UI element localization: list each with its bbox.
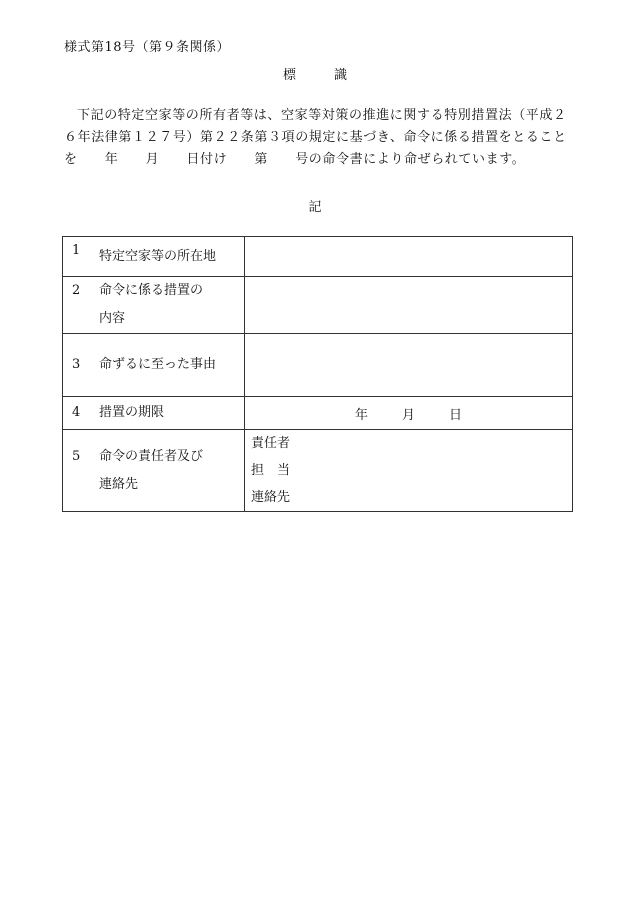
deadline-date-cell	[245, 397, 573, 430]
row-value-cell	[245, 334, 573, 397]
row-label-cell	[63, 397, 245, 430]
row-label: 措置の期限	[99, 405, 165, 420]
row-value-cell	[245, 277, 573, 334]
form-number: 様式第18号（第９条関係）	[64, 40, 231, 55]
row-label: 命ずるに至った事由	[99, 357, 217, 372]
row-label-cell	[63, 334, 245, 397]
row-label-line2: 連絡先	[99, 476, 139, 492]
table-row	[63, 334, 573, 397]
table-row	[63, 430, 573, 512]
table-row	[63, 277, 573, 334]
document-title: 標識	[282, 68, 385, 83]
row-number: 5	[72, 448, 81, 464]
row-number: 1	[72, 242, 81, 258]
row-number: 2	[72, 283, 81, 298]
row-label-cell	[63, 430, 245, 512]
contact-cell	[245, 430, 573, 512]
notice-body-text	[64, 105, 576, 171]
row-number: 3	[72, 357, 81, 372]
deadline-day: 日	[449, 407, 463, 423]
row-label-line1: 命令に係る措置の	[99, 283, 204, 298]
contact-person-label: 責任者	[251, 436, 291, 451]
contact-staff-label: 担 当	[251, 463, 291, 478]
row-label-line2: 内容	[99, 311, 126, 326]
contact-info-label: 連絡先	[251, 490, 291, 505]
deadline-year: 年	[354, 407, 368, 423]
table-row	[63, 397, 573, 430]
row-label	[99, 277, 203, 333]
items-table	[62, 236, 573, 512]
row-label	[99, 443, 203, 499]
notice-body-content: 下記の特定空家等の所有者等は、空家等対策の推進に関する特別措置法（平成２６年法律第１２７号）第２２条第３項の規定に基づき、命令に係る措置をとることを 年 月 日付け 第 号の命令書により命ぜられています。	[64, 108, 567, 167]
row-label: 特定空家等の所在地	[99, 248, 217, 264]
row-label-line1: 命令の責任者及び	[99, 448, 204, 464]
deadline-month: 月	[401, 407, 415, 423]
ki-heading: 記	[308, 200, 322, 215]
row-value-cell	[245, 237, 573, 277]
row-number: 4	[72, 405, 81, 420]
row-label-cell	[63, 237, 245, 277]
row-label-cell	[63, 277, 245, 334]
table-row	[63, 237, 573, 277]
